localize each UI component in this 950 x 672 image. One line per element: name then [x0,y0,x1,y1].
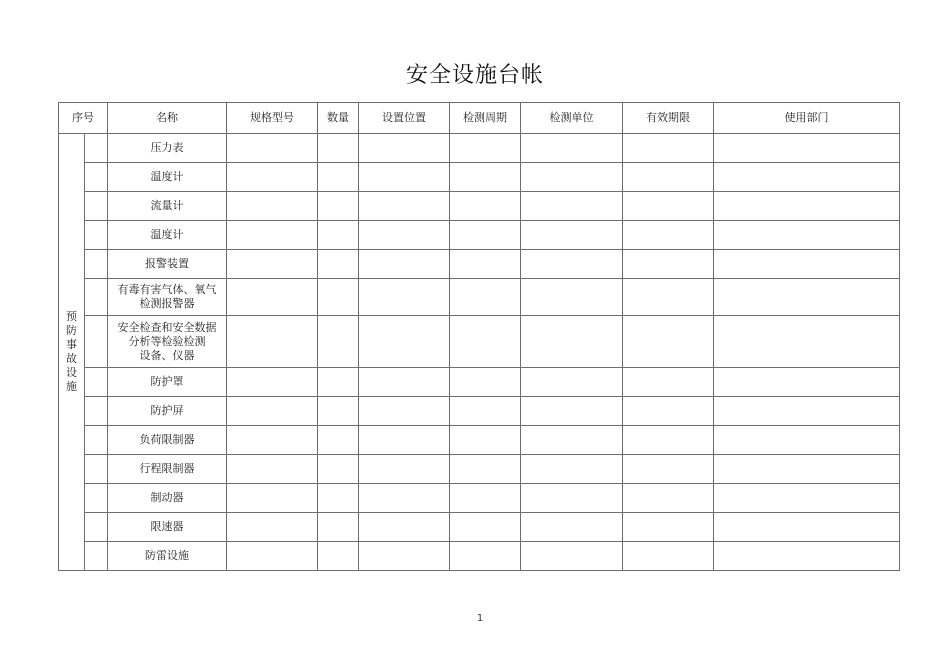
table-row [59,426,900,455]
header-inspection-unit: 检测单位 [521,103,623,134]
inspection-unit-cell [521,542,623,571]
seq-cell [85,368,108,397]
inspection-unit-cell [521,163,623,192]
inspection-unit-cell [521,426,623,455]
validity-cell [623,316,714,368]
page-title: 安全设施台帐 [405,63,544,88]
inspection-cycle-cell [450,250,521,279]
location-cell [359,368,450,397]
inspection-unit-cell [521,192,623,221]
table-row [59,368,900,397]
validity-cell [623,163,714,192]
table-row [59,192,900,221]
validity-cell [623,368,714,397]
name-cell: 有毒有害气体、氧气 检测报警器 [108,279,227,316]
seq-cell [85,513,108,542]
name-cell: 流量计 [108,192,227,221]
quantity-cell [318,316,359,368]
name-cell: 温度计 [108,163,227,192]
header-quantity: 数量 [318,103,359,134]
model-cell [227,279,318,316]
quantity-cell [318,134,359,163]
location-cell [359,426,450,455]
quantity-cell [318,484,359,513]
inspection-cycle-cell [450,134,521,163]
department-cell [714,455,900,484]
inspection-unit-cell [521,397,623,426]
validity-cell [623,426,714,455]
validity-cell [623,397,714,426]
table-row [59,316,900,368]
model-cell [227,368,318,397]
seq-cell [85,279,108,316]
name-cell: 限速器 [108,513,227,542]
seq-cell [85,397,108,426]
seq-cell [85,316,108,368]
inspection-unit-cell [521,134,623,163]
location-cell [359,484,450,513]
name-cell: 制动器 [108,484,227,513]
header-model: 规格型号 [227,103,318,134]
location-cell [359,279,450,316]
location-cell [359,192,450,221]
validity-cell [623,134,714,163]
table-row [59,134,900,163]
inspection-cycle-cell [450,192,521,221]
department-cell [714,221,900,250]
name-cell: 报警装置 [108,250,227,279]
quantity-cell [318,192,359,221]
validity-cell [623,542,714,571]
header-seq: 序号 [59,103,108,134]
seq-cell [85,221,108,250]
inspection-cycle-cell [450,455,521,484]
seq-cell [85,163,108,192]
header-name: 名称 [108,103,227,134]
validity-cell [623,513,714,542]
model-cell [227,221,318,250]
header-row [59,103,900,134]
table-row [59,250,900,279]
inspection-cycle-cell [450,316,521,368]
location-cell [359,542,450,571]
name-cell: 防护屏 [108,397,227,426]
model-cell [227,316,318,368]
location-cell [359,250,450,279]
validity-cell [623,221,714,250]
inspection-cycle-cell [450,368,521,397]
department-cell [714,163,900,192]
department-cell [714,279,900,316]
inspection-cycle-cell [450,426,521,455]
inspection-unit-cell [521,513,623,542]
model-cell [227,163,318,192]
location-cell [359,316,450,368]
table-row [59,484,900,513]
table-row [59,397,900,426]
name-cell: 负荷限制器 [108,426,227,455]
table-row [59,163,900,192]
model-cell [227,426,318,455]
validity-cell [623,484,714,513]
safety-facility-ledger-table [58,102,900,571]
header-validity: 有效期限 [623,103,714,134]
seq-cell [85,455,108,484]
quantity-cell [318,368,359,397]
model-cell [227,484,318,513]
seq-cell [85,250,108,279]
name-cell: 行程限制器 [108,455,227,484]
quantity-cell [318,397,359,426]
location-cell [359,134,450,163]
model-cell [227,542,318,571]
model-cell [227,134,318,163]
category-cell: 预 防 事 故 设 施 [59,134,85,571]
table-row [59,513,900,542]
validity-cell [623,279,714,316]
department-cell [714,397,900,426]
quantity-cell [318,221,359,250]
name-cell: 安全检查和安全数据 分析等检验检测 设备、仪器 [108,316,227,368]
inspection-cycle-cell [450,513,521,542]
department-cell [714,368,900,397]
department-cell [714,426,900,455]
name-cell: 防护罩 [108,368,227,397]
model-cell [227,397,318,426]
inspection-cycle-cell [450,484,521,513]
department-cell [714,484,900,513]
department-cell [714,542,900,571]
department-cell [714,134,900,163]
table-row [59,542,900,571]
name-cell: 防雷设施 [108,542,227,571]
page-number: 1 [476,613,484,624]
quantity-cell [318,250,359,279]
seq-cell [85,134,108,163]
inspection-unit-cell [521,484,623,513]
inspection-cycle-cell [450,542,521,571]
seq-cell [85,426,108,455]
seq-cell [85,542,108,571]
model-cell [227,192,318,221]
inspection-unit-cell [521,316,623,368]
quantity-cell [318,513,359,542]
quantity-cell [318,426,359,455]
model-cell [227,513,318,542]
location-cell [359,221,450,250]
header-location: 设置位置 [359,103,450,134]
inspection-unit-cell [521,279,623,316]
model-cell [227,455,318,484]
quantity-cell [318,455,359,484]
inspection-unit-cell [521,221,623,250]
quantity-cell [318,279,359,316]
inspection-cycle-cell [450,163,521,192]
name-cell: 温度计 [108,221,227,250]
seq-cell [85,484,108,513]
department-cell [714,192,900,221]
table-row [59,279,900,316]
inspection-unit-cell [521,250,623,279]
header-department: 使用部门 [714,103,900,134]
quantity-cell [318,542,359,571]
inspection-unit-cell [521,368,623,397]
header-inspection-cycle: 检测周期 [450,103,521,134]
table-row [59,221,900,250]
validity-cell [623,455,714,484]
inspection-cycle-cell [450,397,521,426]
department-cell [714,513,900,542]
inspection-unit-cell [521,455,623,484]
quantity-cell [318,163,359,192]
table-row [59,455,900,484]
validity-cell [623,250,714,279]
name-cell: 压力表 [108,134,227,163]
inspection-cycle-cell [450,221,521,250]
location-cell [359,513,450,542]
model-cell [227,250,318,279]
location-cell [359,455,450,484]
department-cell [714,316,900,368]
location-cell [359,163,450,192]
department-cell [714,250,900,279]
validity-cell [623,192,714,221]
location-cell [359,397,450,426]
seq-cell [85,192,108,221]
inspection-cycle-cell [450,279,521,316]
